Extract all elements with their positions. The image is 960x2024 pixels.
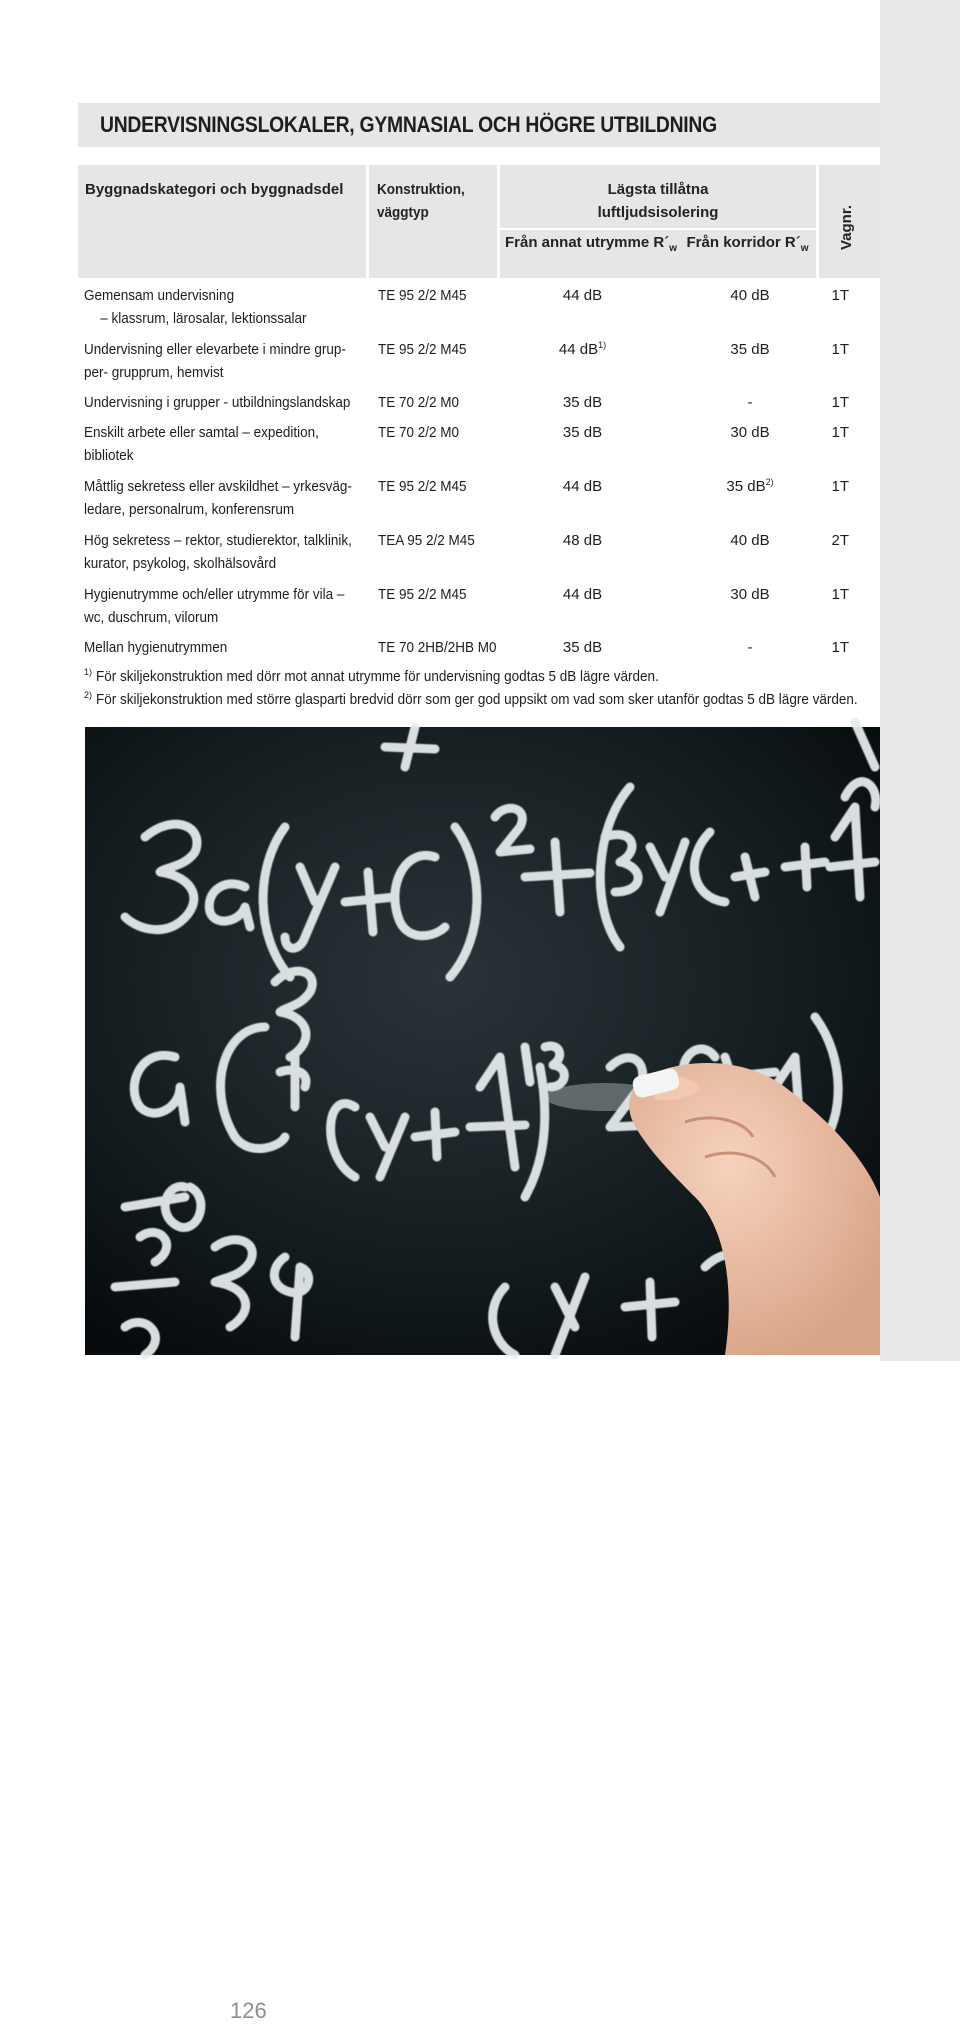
row-door-class: 1T [831, 478, 849, 495]
header-category: Byggnadskategori och byggnadsdel [85, 181, 344, 198]
row-corridor-value: 35 $dB^{2)}$ [726, 477, 774, 495]
header-door-number: Vagnr. [838, 204, 855, 250]
page-title: UNDERVISNINGSLOKALER, GYMNASIAL OCH HÖGRE UTBILDNING [100, 112, 717, 137]
row-corridor-value: 40 dB [730, 532, 770, 549]
header-separator [816, 165, 819, 278]
row-category: Hög sekretess – rektor, studierektor, talklinik, kurator, psykolog, skolhälsovård [84, 532, 352, 572]
row-room-value: 44 dB [562, 287, 603, 304]
row-category: Hygienutrymme och/eller utrymme för vila – wc, duschrum, vilorum [84, 586, 345, 626]
footnote: $^{1)}$ För skiljekonstruktion med dörr mot annat utrymme för undervisning godtas 5 dB lägre värden. [84, 667, 659, 685]
row-construction: TE 70 2/2 M0 [378, 424, 460, 441]
header-from-room: Från annat utrymme $R´_w$ [505, 234, 677, 254]
row-construction: TE 70 2HB/2HB M0 [378, 639, 497, 656]
row-door-class: 1T [831, 394, 849, 411]
row-corridor-value: 30 dB [730, 424, 770, 441]
row-construction: TE 70 2/2 M0 [378, 394, 460, 411]
footnote: $^{2)}$ För skiljekonstruktion med större glasparti bredvid dörr som ger god uppsikt om vad som sker utanför godtas 5 dB lägre värden. [84, 690, 858, 708]
row-category: Undervisning i grupper - utbildningslandskap [84, 394, 351, 411]
row-corridor-value: - [747, 639, 753, 656]
row-category: Enskilt arbete eller samtal – expedition, bibliotek [84, 424, 319, 464]
row-room-value: 48 dB [562, 532, 603, 549]
row-room-value: 35 dB [562, 394, 603, 411]
row-category: Mellan hygienutrymmen [84, 639, 228, 656]
row-room-value: 44 dB [562, 478, 603, 495]
row-door-class: 1T [831, 586, 849, 603]
chalkboard-photo [85, 727, 880, 2023]
row-door-class: 1T [831, 424, 849, 441]
row-corridor-value: - [747, 394, 753, 411]
row-room-value: 35 dB [562, 424, 603, 441]
header-construction: Konstruktion, väggtyp [377, 181, 465, 221]
header-separator [500, 228, 816, 230]
row-door-class: 1T [831, 287, 849, 304]
row-door-class: 1T [831, 639, 849, 656]
row-construction: TEA 95 2/2 M45 [378, 532, 475, 549]
row-room-value: 44 dB [562, 586, 603, 603]
header-separator [366, 165, 369, 278]
row-corridor-value: 35 dB [730, 341, 770, 358]
row-corridor-value: 30 dB [730, 586, 770, 603]
row-construction: TE 95 2/2 M45 [378, 287, 467, 304]
row-corridor-value: 40 dB [730, 287, 770, 304]
row-room-value: 44 $dB^{1)}$ [558, 340, 607, 358]
row-construction: TE 95 2/2 M45 [378, 586, 467, 603]
row-door-class: 1T [831, 341, 849, 358]
chalkboard-illustration [85, 727, 880, 1355]
page-number: 126 [230, 1998, 267, 2023]
row-category: Undervisning eller elevarbete i mindre grup- per- grupprum, hemvist [84, 341, 346, 381]
row-category: Gemensam undervisning – klassrum, lärosalar, lektionssalar [84, 287, 307, 327]
row-door-class: 2T [831, 532, 849, 549]
row-construction: TE 95 2/2 M45 [378, 478, 467, 495]
side-margin-strip [880, 0, 960, 1361]
row-category: Måttlig sekretess eller avskildhet – yrkesväg- ledare, personalrum, konferensrum [84, 478, 352, 518]
row-room-value: 35 dB [562, 639, 603, 656]
header-from-corridor: Från korridor $R´_w$ [686, 234, 809, 254]
header-insulation: Lägsta tillåtna luftljudsisolering [597, 181, 719, 221]
row-construction: TE 95 2/2 M45 [378, 341, 467, 358]
